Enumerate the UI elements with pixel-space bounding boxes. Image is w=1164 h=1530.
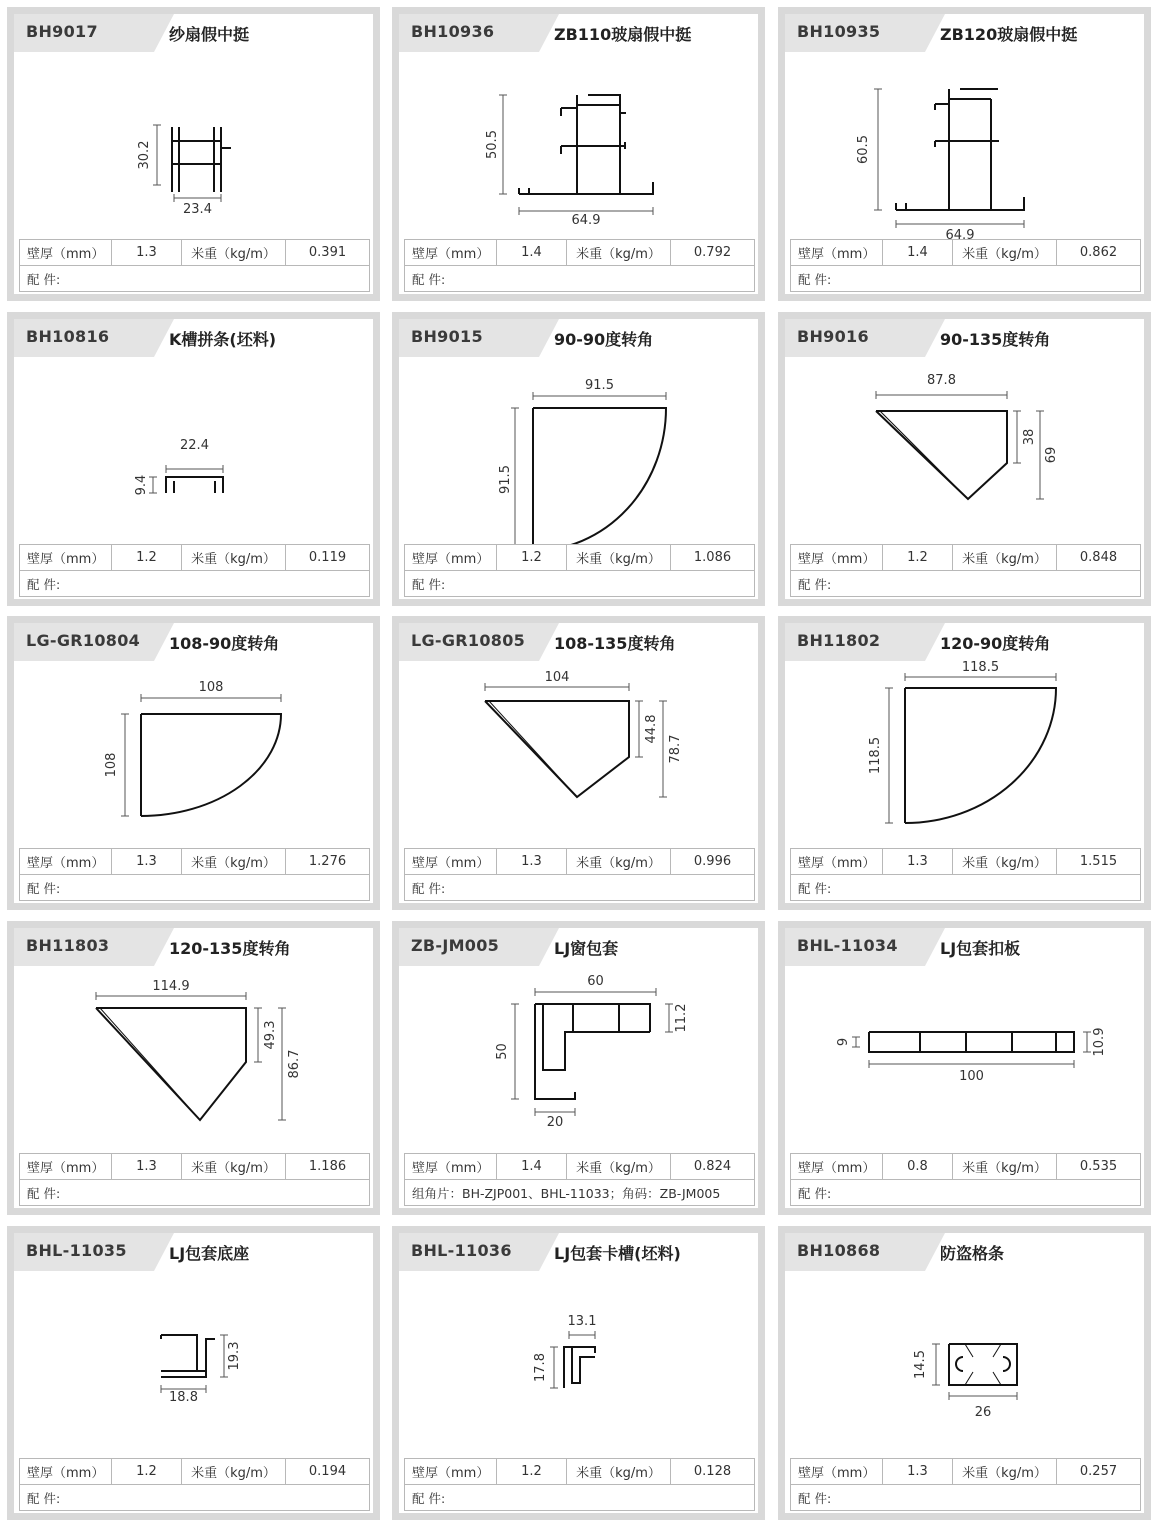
weight-label: 米重（kg/m） [953,545,1057,571]
product-code: LG-GR10805 [411,631,526,650]
weight-label: 米重（kg/m） [567,849,671,875]
card-header [14,14,373,52]
profile-svg [399,357,758,545]
profile-svg [399,661,758,849]
card-header [785,623,1144,661]
dimension-label: 19.3 [227,1341,242,1371]
accessories-row [791,266,1141,292]
product-card-body [399,1233,758,1513]
profile-line [956,1357,963,1371]
dimension-label: 22.4 [180,438,209,453]
thickness-label: 壁厚（mm） [405,1154,497,1180]
product-card-bh11802 [778,616,1151,910]
thickness-label: 壁厚（mm） [791,1459,883,1485]
accessories-row [405,571,755,597]
product-code: BH9015 [411,327,483,346]
dimension-label: 9 [836,1037,851,1047]
profile-line [489,701,577,797]
spec-table [404,239,755,292]
product-card-bhl-11034 [778,921,1151,1215]
product-card-body [14,928,373,1208]
accessories-row [791,571,1141,597]
product-name: 120-90度转角 [940,634,1051,653]
profile-svg [785,966,1144,1154]
product-card-bh10936 [392,7,765,301]
profile-line [949,1344,1017,1385]
spec-row [791,240,1141,266]
product-code: BH10868 [797,1241,881,1260]
weight-value: 0.824 [671,1154,755,1180]
profile-line [905,688,1056,823]
accessories-text: 配 件: [405,875,755,901]
product-card-body [399,928,758,1208]
profile-svg [14,357,373,545]
profile-line [100,1008,200,1120]
product-card-body [14,1233,373,1513]
card-header [785,319,1144,357]
product-card-body [14,319,373,599]
weight-value: 0.257 [1057,1459,1141,1485]
weight-label: 米重（kg/m） [567,240,671,266]
spec-table [790,1153,1141,1206]
profile-line [993,1344,1001,1357]
dimension-label: 108 [104,752,119,778]
weight-value: 0.391 [286,240,370,266]
weight-label: 米重（kg/m） [953,849,1057,875]
thickness-label: 壁厚（mm） [20,545,112,571]
accessories-text: 配 件: [791,1485,1141,1511]
thickness-label: 壁厚（mm） [791,849,883,875]
card-header [399,623,758,661]
accessories-text: 配 件: [20,1485,370,1511]
accessories-row [405,875,755,901]
spec-table [19,239,370,292]
product-name: K槽拼条(坯料) [169,330,277,349]
accessories-row [405,266,755,292]
spec-table [404,1458,755,1511]
thickness-value: 1.3 [883,1459,953,1485]
product-code: BH11803 [26,936,110,955]
spec-row [405,545,755,571]
product-card-body [785,319,1144,599]
product-name: LJ窗包套 [554,939,619,958]
accessories-text: 配 件: [20,571,370,597]
product-code: BH9017 [26,22,98,41]
product-name: 纱扇假中挺 [169,25,250,44]
product-card-body [399,319,758,599]
product-name: LJ包套扣板 [940,939,1021,958]
product-card-body [399,623,758,903]
thickness-value: 1.3 [112,240,182,266]
dimension-label: 91.5 [585,378,614,393]
dimension-label: 30.2 [137,140,152,170]
thickness-value: 1.2 [497,1459,567,1485]
thickness-value: 1.3 [497,849,567,875]
profile-drawing [785,966,1144,1154]
card-header [785,1233,1144,1271]
product-code: BH10816 [26,327,110,346]
profile-line [519,182,653,194]
spec-row [405,1459,755,1485]
profile-drawing [785,357,1144,545]
accessories-row [791,1180,1141,1206]
thickness-label: 壁厚（mm） [405,849,497,875]
profile-drawing [399,661,758,849]
spec-table [790,848,1141,901]
accessories-row [405,1485,755,1511]
product-card-body [785,928,1144,1208]
dimension-label: 100 [959,1069,984,1084]
thickness-value: 1.2 [497,545,567,571]
product-code: BH10936 [411,22,495,41]
spec-row [791,1154,1141,1180]
dimension-label: 26 [974,1405,992,1420]
card-header [399,319,758,357]
accessories-row [20,266,370,292]
profile-svg [14,661,373,849]
spec-table [19,848,370,901]
profile-drawing [14,966,373,1154]
product-card-body [14,623,373,903]
profile-drawing [399,966,758,1154]
weight-label: 米重（kg/m） [567,1459,671,1485]
product-name: ZB110玻扇假中挺 [554,25,692,44]
dimension-label: 13.1 [567,1314,597,1329]
profile-line [993,1372,1001,1385]
thickness-value: 0.8 [883,1154,953,1180]
spec-row [20,545,370,571]
profile-svg [14,52,373,240]
product-code: BHL-11034 [797,936,898,955]
product-code: BH11802 [797,631,881,650]
product-name: 108-135度转角 [554,634,676,653]
profile-line [535,1004,650,1032]
accessories-row [20,571,370,597]
dimension-label: 23.4 [183,202,212,217]
spec-row [20,849,370,875]
weight-label: 米重（kg/m） [953,1154,1057,1180]
profile-drawing [785,1271,1144,1459]
dimension-label: 14.5 [913,1350,928,1379]
profile-drawing [785,52,1144,240]
profile-svg [785,52,1144,240]
profile-line [1003,1357,1010,1371]
profile-drawing [399,1271,758,1459]
thickness-value: 1.4 [883,240,953,266]
thickness-value: 1.2 [883,545,953,571]
product-card-bh9015 [392,312,765,606]
accessories-row [20,875,370,901]
spec-row [405,849,755,875]
dimension-label: 49.3 [263,1020,278,1050]
weight-value: 0.862 [1057,240,1141,266]
thickness-label: 壁厚（mm） [791,1154,883,1180]
spec-row [20,240,370,266]
thickness-value: 1.2 [112,545,182,571]
accessories-text: 配 件: [791,266,1141,292]
product-name: ZB120玻扇假中挺 [940,25,1078,44]
spec-table [404,848,755,901]
spec-row [791,849,1141,875]
thickness-value: 1.3 [112,1154,182,1180]
accessories-text: 组角片：BH-ZJP001、BHL-11033；角码：ZB-JM005 [405,1180,755,1206]
thickness-label: 壁厚（mm） [20,1154,112,1180]
card-header [14,1233,373,1271]
thickness-value: 1.4 [497,240,567,266]
product-card-lg-gr10804 [7,616,380,910]
accessories-text: 配 件: [20,1180,370,1206]
profile-line [965,1372,973,1385]
spec-row [405,1154,755,1180]
product-card-bh10935 [778,7,1151,301]
product-card-body [14,14,373,294]
dimension-label: 108 [198,680,224,695]
product-code: BH9016 [797,327,869,346]
accessories-row [791,1485,1141,1511]
accessories-text: 配 件: [20,266,370,292]
dimension-label: 20 [546,1115,564,1130]
thickness-label: 壁厚（mm） [791,240,883,266]
weight-value: 0.996 [671,849,755,875]
spec-row [791,545,1141,571]
profile-line [485,701,629,797]
dimension-label: 9.4 [134,474,149,496]
profile-drawing [399,52,758,240]
product-card-body [785,14,1144,294]
dimension-label: 60 [587,974,604,989]
profile-line [876,411,1007,499]
thickness-value: 1.3 [112,849,182,875]
product-name: 90-90度转角 [554,330,654,349]
accessories-row [20,1180,370,1206]
product-code: ZB-JM005 [411,936,500,955]
product-name: LJ包套底座 [169,1244,250,1263]
dimension-label: 44.8 [644,714,659,744]
product-code: LG-GR10804 [26,631,141,650]
profile-svg [785,1271,1144,1459]
dimension-label: 104 [544,670,570,685]
spec-row [20,1459,370,1485]
dimension-label: 50.5 [485,130,500,159]
thickness-label: 壁厚（mm） [405,545,497,571]
product-card-bh11803 [7,921,380,1215]
card-header [14,319,373,357]
thickness-value: 1.2 [112,1459,182,1485]
accessories-text: 配 件: [791,875,1141,901]
profile-line [880,411,968,499]
card-header [785,928,1144,966]
product-code: BHL-11036 [411,1241,512,1260]
product-card-lg-gr10805 [392,616,765,910]
product-name: 90-135度转角 [940,330,1051,349]
product-card-bhl-11036 [392,1226,765,1520]
weight-label: 米重（kg/m） [182,545,286,571]
spec-table [19,1458,370,1511]
weight-value: 1.276 [286,849,370,875]
accessories-text: 配 件: [405,571,755,597]
weight-label: 米重（kg/m） [182,849,286,875]
dimension-label: 11.2 [674,1003,689,1033]
dimension-label: 17.8 [533,1353,548,1382]
thickness-value: 1.3 [883,849,953,875]
thickness-value: 1.4 [497,1154,567,1180]
dimension-label: 50 [495,1043,510,1060]
dimension-label: 60.5 [856,135,871,164]
weight-label: 米重（kg/m） [182,1459,286,1485]
profile-line [965,1344,973,1357]
weight-value: 1.515 [1057,849,1141,875]
weight-label: 米重（kg/m） [953,240,1057,266]
profile-drawing [14,52,373,240]
weight-value: 0.848 [1057,545,1141,571]
profile-svg [14,966,373,1154]
product-card-body [399,14,758,294]
product-card-body [785,623,1144,903]
card-header [399,928,758,966]
dimension-label: 64.9 [945,228,975,240]
thickness-label: 壁厚（mm） [405,240,497,266]
dimension-label: 69 [1044,446,1059,464]
profile-line [543,1004,650,1070]
card-header [785,14,1144,52]
product-code: BH10935 [797,22,881,41]
dimension-label: 18.8 [169,1390,198,1405]
weight-value: 1.086 [671,545,755,571]
spec-table [19,544,370,597]
accessories-text: 配 件: [405,266,755,292]
dimension-label: 64.9 [571,213,601,228]
accessories-text: 配 件: [791,571,1141,597]
dimension-label: 87.8 [927,373,956,388]
dimension-label: 114.9 [152,979,190,994]
profile-line [572,1347,595,1383]
profile-drawing [785,661,1144,849]
profile-svg [399,1271,758,1459]
profile-svg [14,1271,373,1459]
dimension-label: 91.5 [498,465,513,494]
accessories-text: 配 件: [20,875,370,901]
weight-value: 0.792 [671,240,755,266]
product-name: LJ包套卡槽(坯料) [554,1244,681,1263]
card-header [14,928,373,966]
accessories-row [405,1180,755,1206]
accessories-text: 配 件: [791,1180,1141,1206]
spec-table [790,544,1141,597]
accessories-row [20,1485,370,1511]
accessories-text: 配 件: [405,1485,755,1511]
product-code: BHL-11035 [26,1241,127,1260]
profile-line [896,197,1024,210]
spec-table [19,1153,370,1206]
thickness-label: 壁厚（mm） [405,1459,497,1485]
spec-row [791,1459,1141,1485]
weight-value: 1.186 [286,1154,370,1180]
profile-svg [399,966,758,1154]
dimension-label: 78.7 [668,734,683,764]
profile-line [141,714,281,816]
profile-svg [785,661,1144,849]
product-card-zb-jm005 [392,921,765,1215]
product-card-bh9017 [7,7,380,301]
dimension-label: 38 [1022,428,1037,446]
product-card-bhl-11035 [7,1226,380,1520]
card-header [14,623,373,661]
card-header [399,1233,758,1271]
weight-label: 米重（kg/m） [182,240,286,266]
profile-drawing [399,357,758,545]
spec-table [404,544,755,597]
profile-drawing [14,357,373,545]
product-name: 防盗格条 [940,1244,1005,1263]
weight-label: 米重（kg/m） [567,1154,671,1180]
dimension-label: 86.7 [287,1049,302,1079]
card-header [399,14,758,52]
profile-drawing [14,661,373,849]
profile-svg [399,52,758,240]
spec-table [790,1458,1141,1511]
profile-line [96,1008,246,1120]
thickness-label: 壁厚（mm） [20,240,112,266]
profile-line [869,1032,1074,1052]
weight-value: 0.128 [671,1459,755,1485]
spec-table [404,1153,755,1206]
profile-line [161,1335,215,1371]
dimension-label: 118.5 [868,736,883,775]
thickness-label: 壁厚（mm） [791,545,883,571]
weight-value: 0.535 [1057,1154,1141,1180]
weight-label: 米重（kg/m） [953,1459,1057,1485]
product-card-bh10816 [7,312,380,606]
weight-value: 0.194 [286,1459,370,1485]
weight-label: 米重（kg/m） [182,1154,286,1180]
profile-svg [785,357,1144,545]
product-name: 120-135度转角 [169,939,291,958]
product-card-bh10868 [778,1226,1151,1520]
thickness-label: 壁厚（mm） [20,849,112,875]
profile-drawing [14,1271,373,1459]
thickness-label: 壁厚（mm） [20,1459,112,1485]
weight-label: 米重（kg/m） [567,545,671,571]
spec-row [405,240,755,266]
dimension-label: 118.5 [961,661,1000,675]
product-card-body [785,1233,1144,1513]
spec-row [20,1154,370,1180]
product-card-bh9016 [778,312,1151,606]
profile-line [535,1004,575,1099]
weight-value: 0.119 [286,545,370,571]
product-name: 108-90度转角 [169,634,280,653]
accessories-row [791,875,1141,901]
profile-line [533,408,666,545]
spec-table [790,239,1141,292]
dimension-label: 10.9 [1092,1027,1107,1057]
